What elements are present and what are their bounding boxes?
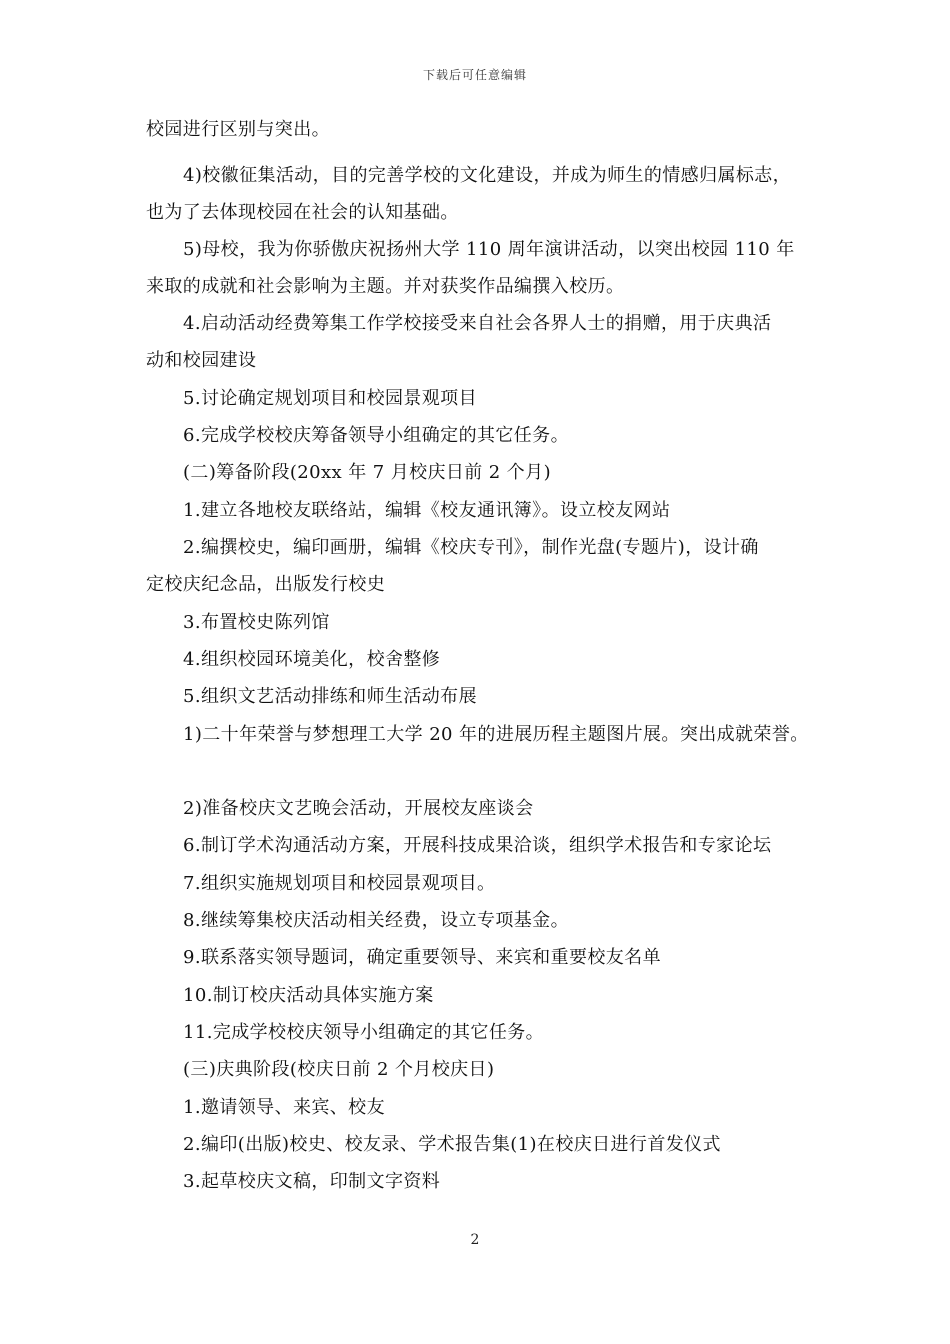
text-line: 6.完成学校校庆筹备领导小组确定的其它任务。 [183,425,569,446]
page-number: 2 [470,1232,480,1248]
text-line: 2)准备校庆文艺晚会活动，开展校友座谈会 [183,798,534,819]
text-line: 3.起草校庆文稿，印制文字资料 [183,1171,441,1192]
text-line: 3.布置校史陈列馆 [183,612,330,633]
section-heading: (二)筹备阶段(20xx 年 7 月校庆日前 2 个月) [183,462,552,483]
text-line: 4.组织校园环境美化，校舍整修 [183,649,441,670]
text-line: 1)二十年荣誉与梦想理工大学 20 年的进展历程主题图片展。突出成就荣誉。 [183,724,809,745]
text-line: 5.组织文艺活动排练和师生活动布展 [183,686,477,707]
page-header: 下载后可任意编辑 [422,68,527,82]
text-line: 4)校徽征集活动，目的完善学校的文化建设，并成为师生的情感归属标志， [183,165,792,186]
text-line: 动和校园建设 [146,350,257,371]
text-line: 9.联系落实领导题词，确定重要领导、来宾和重要校友名单 [183,947,661,968]
text-line: 11.完成学校校庆领导小组确定的其它任务。 [183,1022,545,1043]
text-line: 也为了去体现校园在社会的认知基础。 [146,202,459,223]
text-line: 5.讨论确定规划项目和校园景观项目 [183,388,477,409]
text-line: 6.制订学术沟通活动方案，开展科技成果洽谈，组织学术报告和专家论坛 [183,835,772,856]
text-line: 1.建立各地校友联络站，编辑《校友通讯簿》。设立校友网站 [183,500,671,521]
text-line: 2.编印(出版)校史、校友录、学术报告集(1)在校庆日进行首发仪式 [183,1134,721,1155]
text-line: 4.启动活动经费筹集工作学校接受来自社会各界人士的捐赠，用于庆典活 [183,313,772,334]
section-heading: (三)庆典阶段(校庆日前 2 个月校庆日) [183,1059,495,1080]
text-line: 来取的成就和社会影响为主题。并对获奖作品编撰入校历。 [146,276,625,297]
text-line: 2.编撰校史，编印画册，编辑《校庆专刊》，制作光盘(专题片)，设计确 [183,537,759,558]
text-line: 10.制订校庆活动具体实施方案 [183,985,434,1006]
text-line: 5)母校，我为你骄傲庆祝扬州大学 110 周年演讲活动，以突出校园 110 年 [183,239,795,260]
text-line: 校园进行区别与突出。 [146,119,330,140]
text-line: 1.邀请领导、来宾、校友 [183,1097,385,1118]
text-line: 7.组织实施规划项目和校园景观项目。 [183,873,496,894]
text-line: 定校庆纪念品，出版发行校史 [146,574,386,595]
text-line: 8.继续筹集校庆活动相关经费，设立专项基金。 [183,910,569,931]
